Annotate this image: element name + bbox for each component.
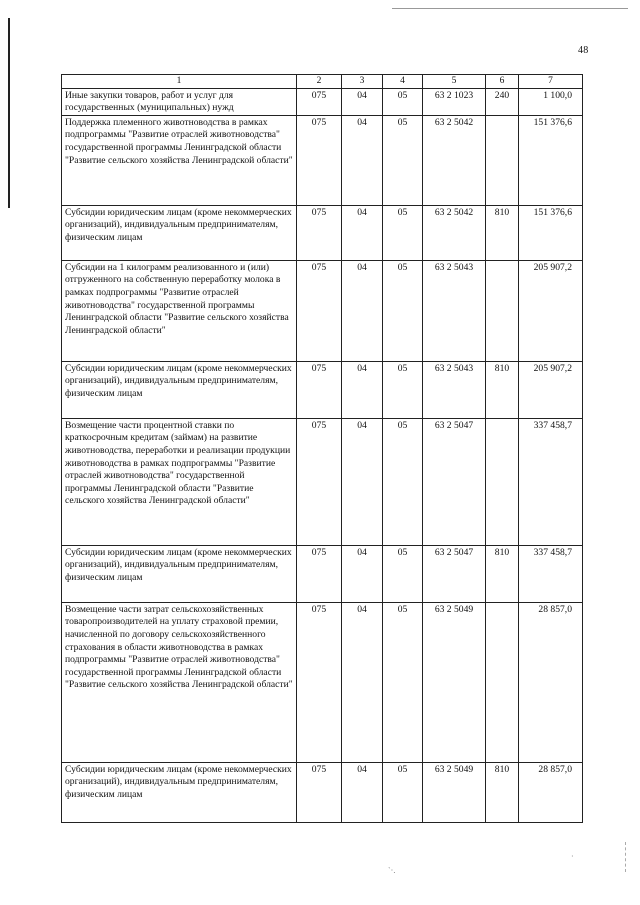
row-subsection-code: 05 xyxy=(383,205,423,260)
row-amount: 28 857,0 xyxy=(519,762,583,822)
row-amount: 151 376,6 xyxy=(519,115,583,205)
row-section-code: 04 xyxy=(342,205,383,260)
row-expense-type: 240 xyxy=(486,88,519,115)
row-amount: 205 907,2 xyxy=(519,361,583,418)
table-row xyxy=(62,418,583,545)
row-expense-type xyxy=(486,115,519,205)
row-name: Субсидии на 1 килограмм реализованного и (или) отгруженного на собственную переработку молока в рамках подпрограммы "Развитие отраслей животноводства" государственной программы Ленинградской области "Развитие сельского хозяйства Ленинградской области" xyxy=(62,260,297,361)
table-row xyxy=(62,88,583,115)
row-ministry-code: 075 xyxy=(297,115,342,205)
column-header: 5 xyxy=(423,75,486,89)
table-row xyxy=(62,205,583,260)
row-ministry-code: 075 xyxy=(297,545,342,602)
row-amount: 337 458,7 xyxy=(519,545,583,602)
row-amount: 151 376,6 xyxy=(519,205,583,260)
row-ministry-code: 075 xyxy=(297,602,342,762)
row-subsection-code: 05 xyxy=(383,115,423,205)
row-amount: 1 100,0 xyxy=(519,88,583,115)
row-expense-type xyxy=(486,418,519,545)
row-amount: 28 857,0 xyxy=(519,602,583,762)
row-subsection-code: 05 xyxy=(383,418,423,545)
row-ministry-code: 075 xyxy=(297,205,342,260)
row-subsection-code: 05 xyxy=(383,602,423,762)
row-ministry-code: 075 xyxy=(297,762,342,822)
row-name: Субсидии юридическим лицам (кроме некоммерческих организаций), индивидуальным предпринимателям, физическим лицам xyxy=(62,762,297,822)
row-expense-type: 810 xyxy=(486,545,519,602)
row-name: Возмещение части затрат сельскохозяйственных товаропроизводителей на уплату страховой премии, начисленной по договору сельскохозяйственного страхования в области животноводства в рамках подпрограммы "Развитие отраслей животноводства" государственной программы Ленинградской области "Развитие сельского хозяйства Ленинградской области" xyxy=(62,602,297,762)
scan-speck: · xyxy=(571,852,574,861)
row-target-code: 63 2 1023 xyxy=(423,88,486,115)
table-row xyxy=(62,545,583,602)
row-target-code: 63 2 5047 xyxy=(423,418,486,545)
scan-speck: `·. xyxy=(388,866,396,875)
column-header: 7 xyxy=(519,75,583,89)
row-name: Поддержка племенного животноводства в рамках подпрограммы "Развитие отраслей животноводства" государственной программы Ленинградской области "Развитие сельского хозяйства Ленинградской области" xyxy=(62,115,297,205)
row-section-code: 04 xyxy=(342,361,383,418)
row-target-code: 63 2 5047 xyxy=(423,545,486,602)
row-target-code: 63 2 5042 xyxy=(423,205,486,260)
row-target-code: 63 2 5043 xyxy=(423,361,486,418)
column-header: 3 xyxy=(342,75,383,89)
row-section-code: 04 xyxy=(342,762,383,822)
row-section-code: 04 xyxy=(342,418,383,545)
row-subsection-code: 05 xyxy=(383,545,423,602)
row-expense-type xyxy=(486,602,519,762)
scan-edge-marks xyxy=(625,842,628,872)
table-row xyxy=(62,115,583,205)
row-name: Субсидии юридическим лицам (кроме некоммерческих организаций), индивидуальным предпринимателям, физическим лицам xyxy=(62,205,297,260)
row-amount: 205 907,2 xyxy=(519,260,583,361)
row-ministry-code: 075 xyxy=(297,88,342,115)
row-name: Субсидии юридическим лицам (кроме некоммерческих организаций), индивидуальным предпринимателям, физическим лицам xyxy=(62,545,297,602)
scan-edge-line xyxy=(8,18,10,208)
row-target-code: 63 2 5049 xyxy=(423,602,486,762)
row-amount: 337 458,7 xyxy=(519,418,583,545)
row-name: Иные закупки товаров, работ и услуг для государственных (муниципальных) нужд xyxy=(62,88,297,115)
row-ministry-code: 075 xyxy=(297,260,342,361)
row-expense-type: 810 xyxy=(486,205,519,260)
column-header: 6 xyxy=(486,75,519,89)
table-header-row xyxy=(62,75,583,89)
row-target-code: 63 2 5043 xyxy=(423,260,486,361)
scan-top-line xyxy=(392,8,628,9)
row-section-code: 04 xyxy=(342,602,383,762)
row-target-code: 63 2 5049 xyxy=(423,762,486,822)
row-ministry-code: 075 xyxy=(297,361,342,418)
budget-table xyxy=(61,74,583,823)
row-subsection-code: 05 xyxy=(383,361,423,418)
column-header: 4 xyxy=(383,75,423,89)
row-subsection-code: 05 xyxy=(383,88,423,115)
row-expense-type xyxy=(486,260,519,361)
page-number: 48 xyxy=(578,45,589,56)
table-row xyxy=(62,260,583,361)
row-expense-type: 810 xyxy=(486,361,519,418)
row-target-code: 63 2 5042 xyxy=(423,115,486,205)
row-ministry-code: 075 xyxy=(297,418,342,545)
row-subsection-code: 05 xyxy=(383,762,423,822)
column-header: 2 xyxy=(297,75,342,89)
table-row xyxy=(62,762,583,822)
table-row xyxy=(62,361,583,418)
table-row xyxy=(62,602,583,762)
row-name: Возмещение части процентной ставки по краткосрочным кредитам (займам) на развитие животноводства, переработки и реализации продукции животноводства в рамках подпрограммы "Развитие отраслей животноводства" государственной программы Ленинградской области "Развитие сельского хозяйства Ленинградской области" xyxy=(62,418,297,545)
row-section-code: 04 xyxy=(342,260,383,361)
row-expense-type: 810 xyxy=(486,762,519,822)
row-subsection-code: 05 xyxy=(383,260,423,361)
column-header: 1 xyxy=(62,75,297,89)
row-section-code: 04 xyxy=(342,88,383,115)
row-section-code: 04 xyxy=(342,545,383,602)
row-name: Субсидии юридическим лицам (кроме некоммерческих организаций), индивидуальным предпринимателям, физическим лицам xyxy=(62,361,297,418)
row-section-code: 04 xyxy=(342,115,383,205)
